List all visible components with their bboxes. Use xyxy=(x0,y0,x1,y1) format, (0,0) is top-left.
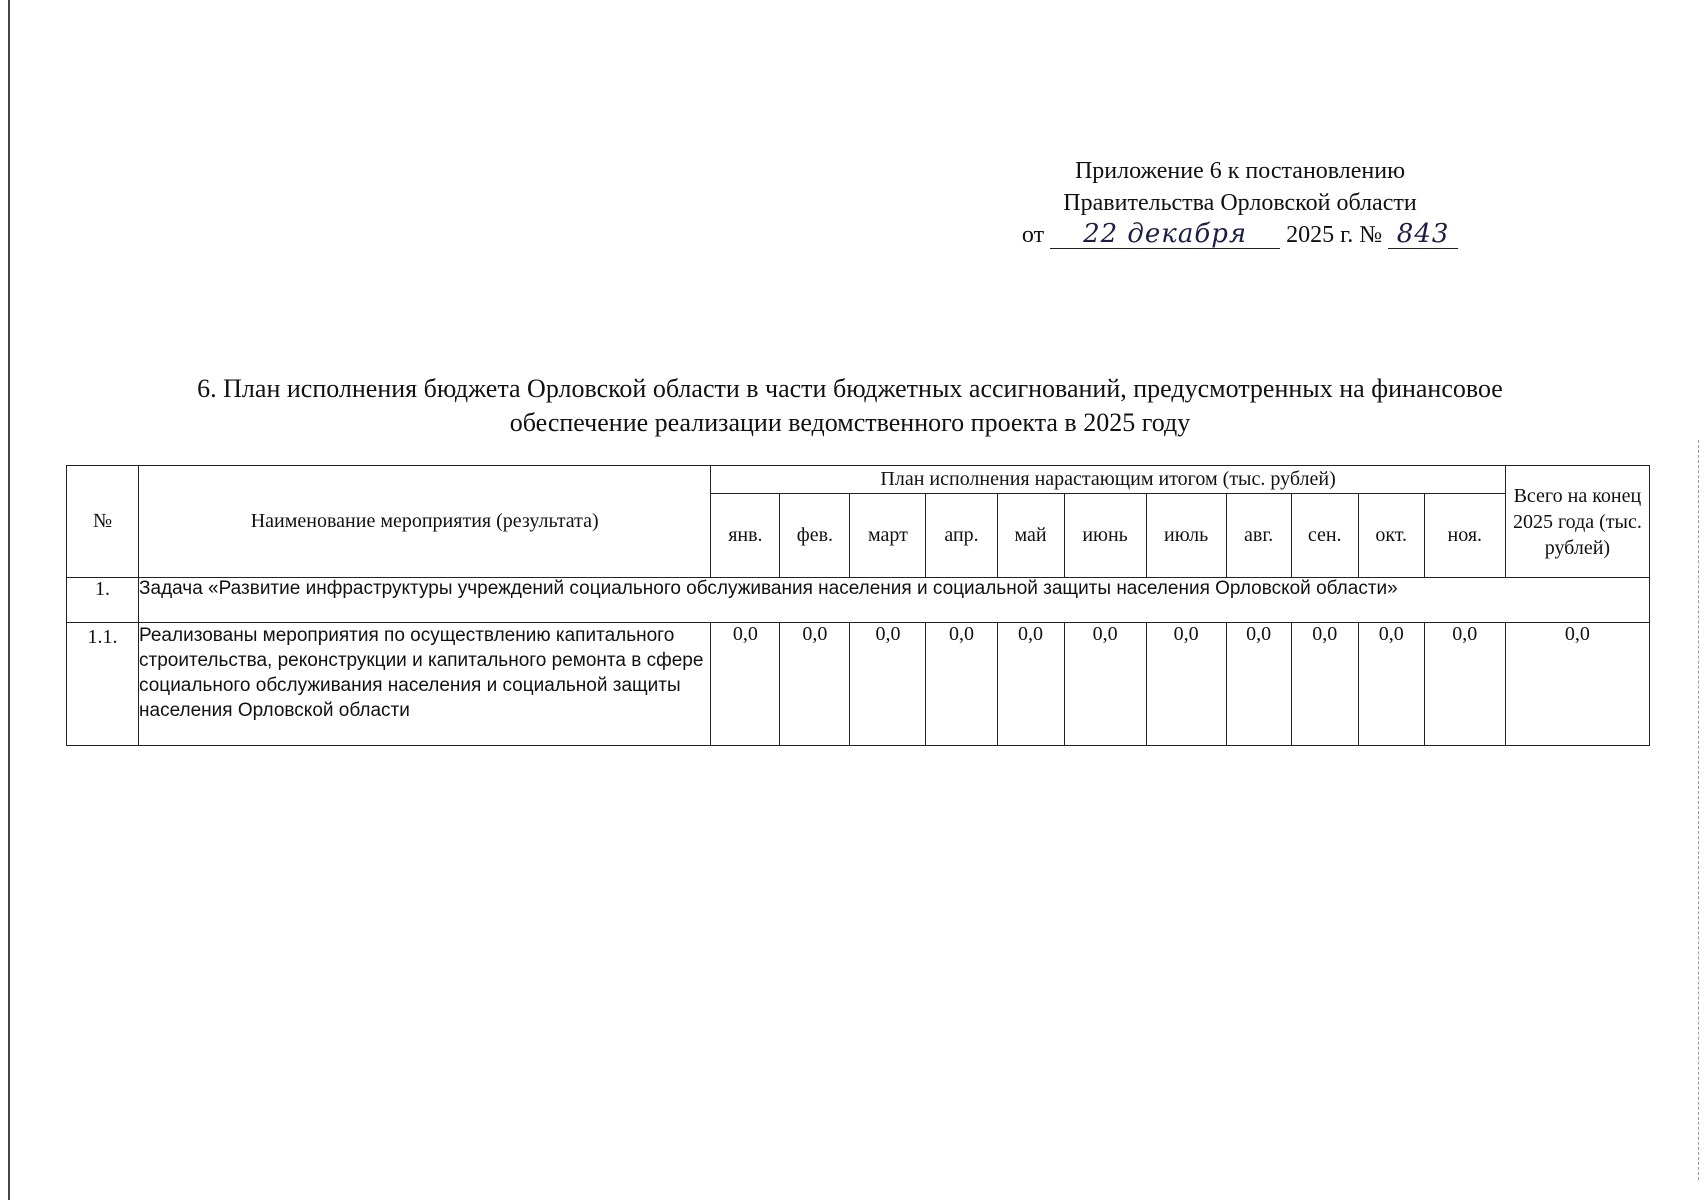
appendix-line-1: Приложение 6 к постановлению xyxy=(1074,158,1406,184)
header-month: март xyxy=(850,494,926,578)
title-line-2: обеспечение реализации ведомственного проекта в 2025 году xyxy=(509,408,1191,437)
value-cell: 0,0 xyxy=(1358,623,1424,746)
header-plan: План исполнения нарастающим итогом (тыс. рублей) xyxy=(711,466,1505,494)
value-cell: 0,0 xyxy=(1424,623,1505,746)
result-name: Реализованы мероприятия по осуществлению капитального строительства, реконструкции и капитального ремонта в сфере социального обслуживания населения и социальной защиты населения Орловской области xyxy=(139,623,711,746)
value-cell: 0,0 xyxy=(1064,623,1146,746)
value-cell: 0,0 xyxy=(711,623,780,746)
value-cell: 0,0 xyxy=(997,623,1064,746)
header-name: Наименование мероприятия (результата) xyxy=(139,466,711,578)
header-month: июнь xyxy=(1064,494,1146,578)
value-cell: 0,0 xyxy=(1146,623,1226,746)
header-month: апр. xyxy=(926,494,997,578)
task-row xyxy=(67,578,1650,623)
date-prefix: от xyxy=(1021,222,1045,248)
year-text: 2025 г. № xyxy=(1286,222,1383,248)
header-month: июль xyxy=(1146,494,1226,578)
header-total: Всего на конец 2025 года (тыс. рублей) xyxy=(1505,466,1649,578)
value-cell: 0,0 xyxy=(1226,623,1291,746)
appendix-block xyxy=(980,155,1500,251)
header-month: окт. xyxy=(1358,494,1424,578)
total-cell: 0,0 xyxy=(1505,623,1649,746)
header-month: авг. xyxy=(1226,494,1291,578)
header-month: янв. xyxy=(711,494,780,578)
value-cell: 0,0 xyxy=(926,623,997,746)
appendix-date-line xyxy=(980,219,1500,251)
value-cell: 0,0 xyxy=(850,623,926,746)
header-number: № xyxy=(67,466,139,578)
handwritten-date: 22 декабря xyxy=(1050,220,1280,249)
value-cell: 0,0 xyxy=(780,623,850,746)
handwritten-number: 843 xyxy=(1388,220,1458,249)
header-month: ноя. xyxy=(1424,494,1505,578)
scan-right-edge xyxy=(1698,440,1700,1180)
task-number: 1. xyxy=(67,578,139,623)
task-text: Задача «Развитие инфраструктуры учреждений социального обслуживания населения и социальной защиты населения Орловской области» xyxy=(139,578,1650,623)
document-title xyxy=(120,372,1580,440)
budget-plan-table xyxy=(66,465,1650,746)
result-row xyxy=(67,623,1650,746)
header-month: май xyxy=(997,494,1064,578)
value-cell: 0,0 xyxy=(1291,623,1358,746)
scan-left-edge xyxy=(8,0,10,1200)
result-number: 1.1. xyxy=(67,623,139,746)
appendix-line-2: Правительства Орловской области xyxy=(1063,190,1417,216)
title-line-1: 6. План исполнения бюджета Орловской области в части бюджетных ассигнований, предусмотренных на финансовое xyxy=(197,374,1503,403)
header-month: фев. xyxy=(780,494,850,578)
header-month: сен. xyxy=(1291,494,1358,578)
